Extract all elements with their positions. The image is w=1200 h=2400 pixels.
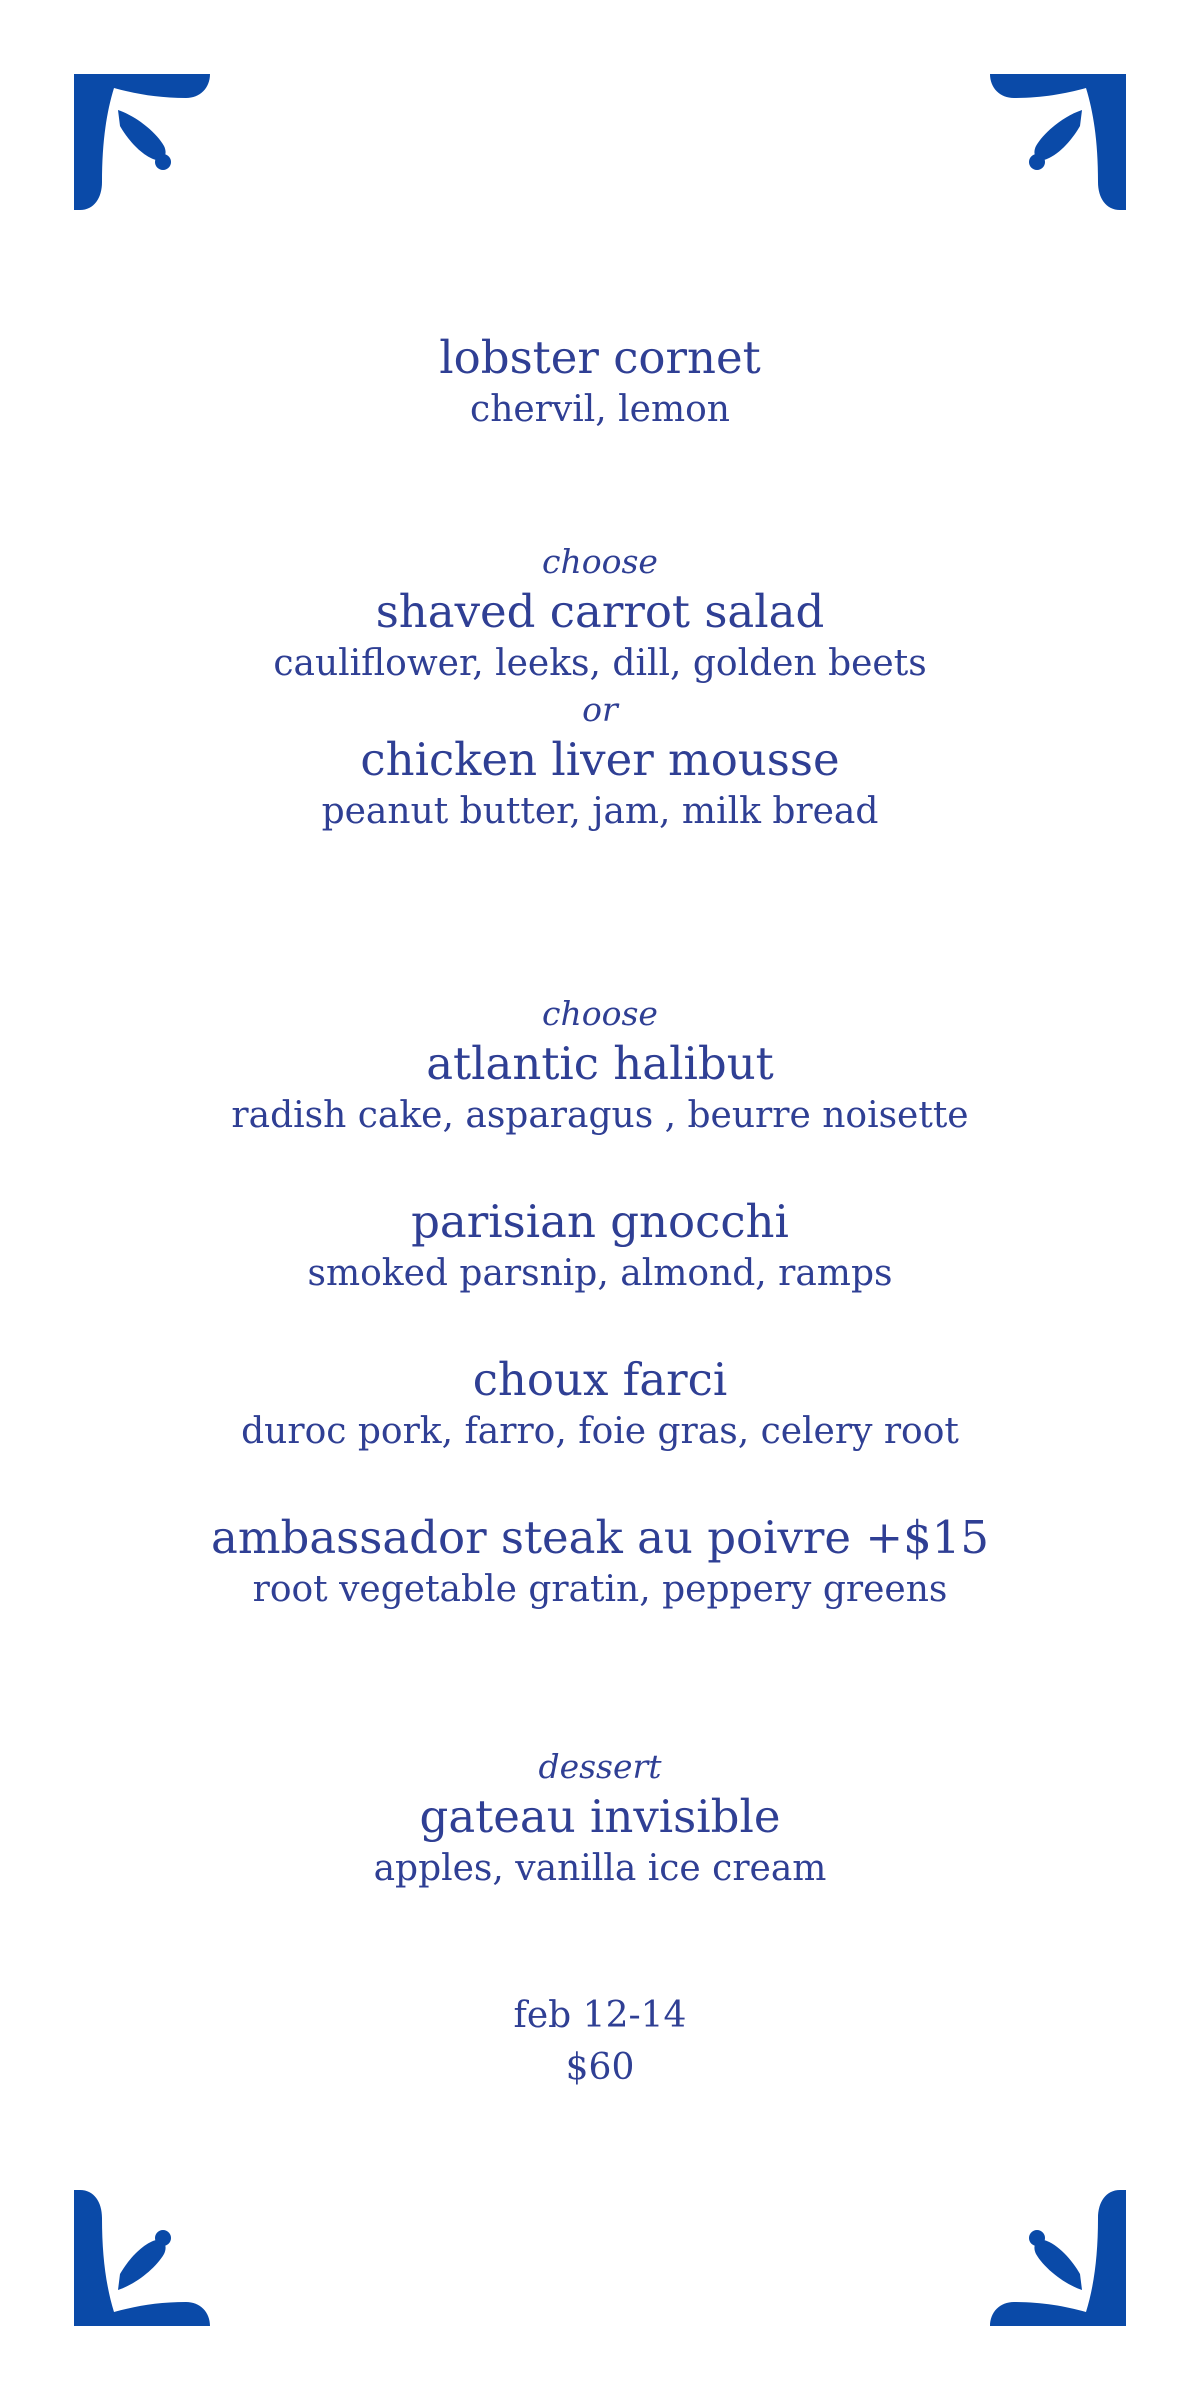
dish-name: chicken liver mousse <box>360 733 840 786</box>
flourish-icon <box>74 2190 210 2326</box>
dish-description: peanut butter, jam, milk bread <box>321 791 879 832</box>
menu-price: $60 <box>565 2047 635 2088</box>
amuse-section <box>0 330 1200 434</box>
dish-name: lobster cornet <box>439 331 761 384</box>
course-label: dessert <box>538 1747 662 1786</box>
menu-item <box>0 1510 1200 1614</box>
flourish-icon <box>74 74 210 210</box>
menu-item <box>0 1036 1200 1140</box>
dish-description: cauliflower, leeks, dill, golden beets <box>273 643 927 684</box>
dish-description: chervil, lemon <box>470 389 730 430</box>
corner-ornament-top-left <box>74 74 210 210</box>
dish-name: parisian gnocchi <box>411 1195 789 1248</box>
course-label: choose <box>542 994 658 1033</box>
dish-name: atlantic halibut <box>426 1037 774 1090</box>
dish-description: smoked parsnip, almond, ramps <box>307 1253 893 1294</box>
corner-ornament-top-right <box>990 74 1126 210</box>
menu-item <box>0 1194 1200 1298</box>
menu-item <box>0 1352 1200 1456</box>
flourish-icon <box>990 74 1126 210</box>
dish-name: shaved carrot salad <box>375 585 825 638</box>
corner-ornament-bottom-left <box>74 2190 210 2326</box>
dish-name: gateau invisible <box>419 1790 781 1843</box>
dish-description: apples, vanilla ice cream <box>373 1848 827 1889</box>
corner-ornament-bottom-right <box>990 2190 1126 2326</box>
dish-description: radish cake, asparagus , beurre noisette <box>231 1095 969 1136</box>
first-course-section <box>0 540 1200 836</box>
main-course-section <box>0 992 1200 1614</box>
flourish-icon <box>990 2190 1126 2326</box>
dish-name: choux farci <box>472 1353 728 1406</box>
menu-footer <box>0 1990 1200 2094</box>
dish-description: root vegetable gratin, peppery greens <box>252 1569 948 1610</box>
menu-dates: feb 12-14 <box>513 1995 687 2036</box>
dish-name: ambassador steak au poivre +$15 <box>211 1511 989 1564</box>
dessert-section <box>0 1745 1200 1893</box>
dish-description: duroc pork, farro, foie gras, celery root <box>241 1411 959 1452</box>
or-label: or <box>582 690 618 729</box>
course-label: choose <box>542 542 658 581</box>
